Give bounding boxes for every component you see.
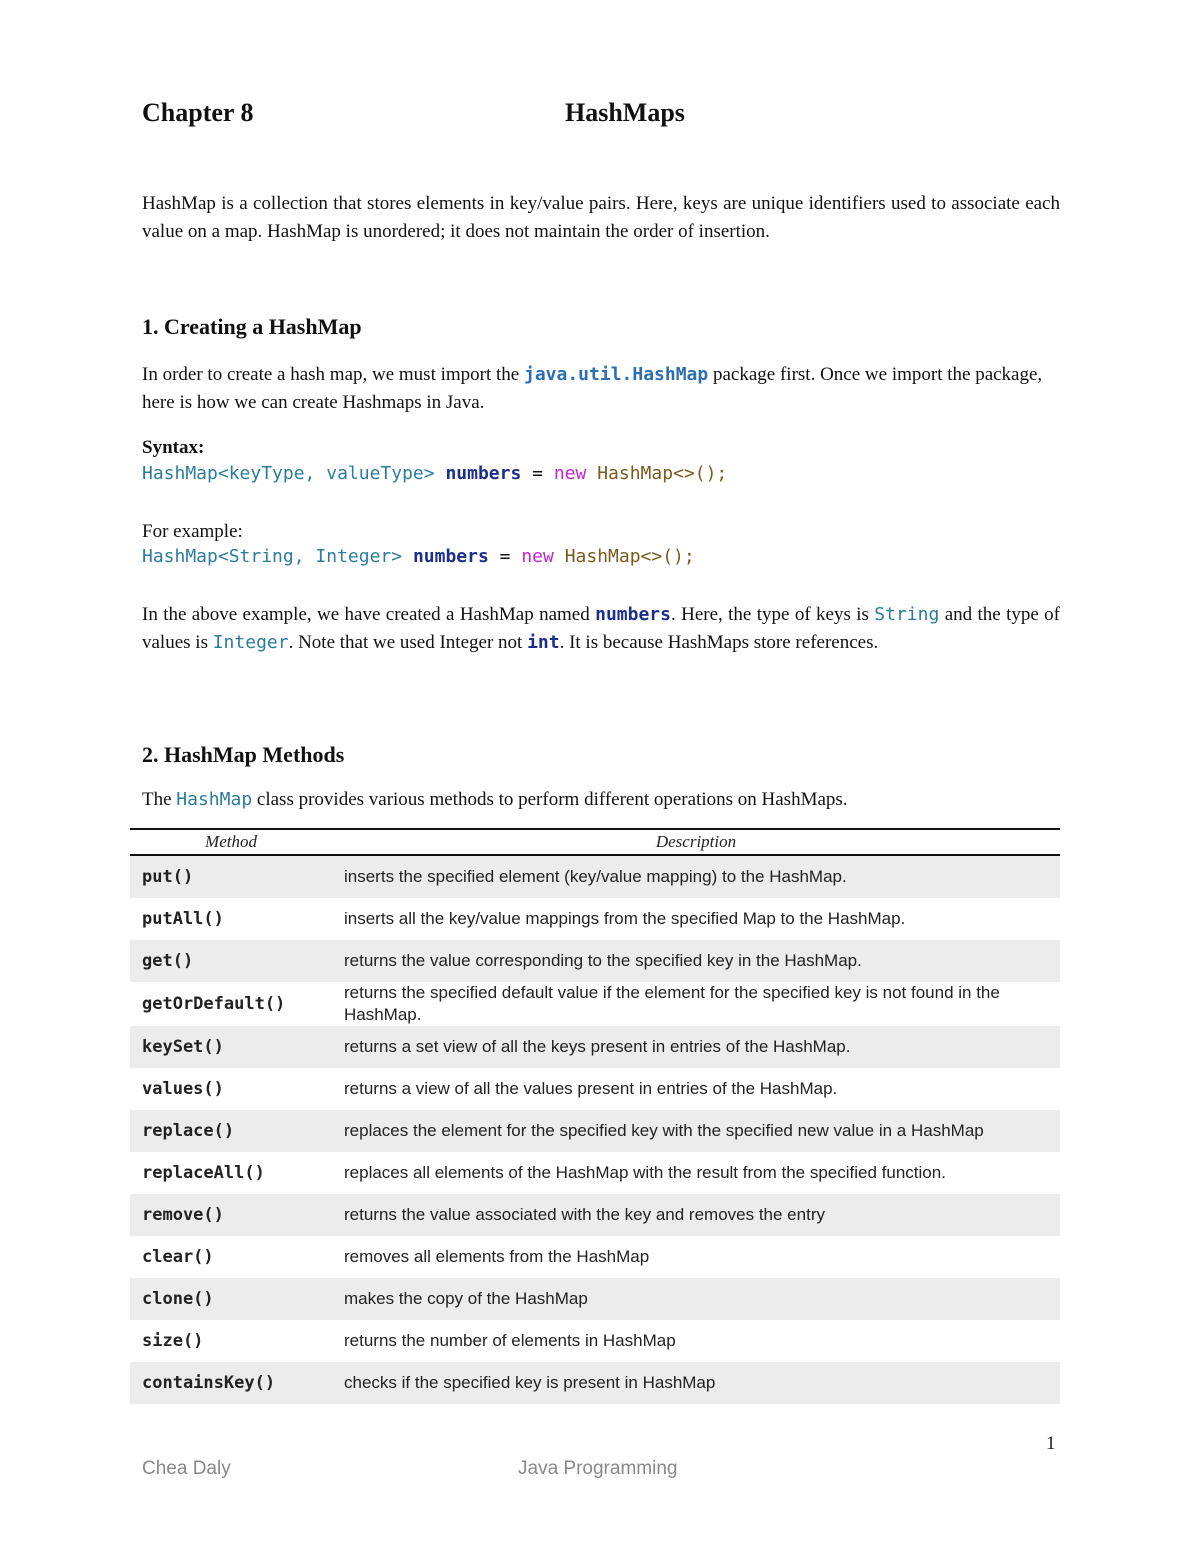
table-header-row bbox=[130, 829, 1060, 855]
method-name: put() bbox=[130, 855, 332, 898]
footer-author: Chea Daly bbox=[142, 1458, 231, 1479]
inline-code-int: int bbox=[527, 632, 560, 653]
method-name: clear() bbox=[142, 1247, 214, 1267]
method-name: replaceAll() bbox=[142, 1163, 265, 1183]
section-2-heading: 2. HashMap Methods bbox=[142, 742, 345, 767]
method-description: inserts the specified element (key/value mapping) to the HashMap. bbox=[332, 855, 1060, 898]
package-name: java.util.HashMap bbox=[524, 364, 709, 385]
method-description: returns the value corresponding to the specified key in the HashMap. bbox=[332, 940, 1060, 982]
table-row bbox=[130, 1194, 1060, 1236]
footer-course: Java Programming bbox=[518, 1458, 678, 1479]
table-row bbox=[130, 1152, 1060, 1194]
method-description: returns the value associated with the key and removes the entry bbox=[332, 1194, 1060, 1236]
page-number: 1 bbox=[1046, 1433, 1056, 1454]
table-row bbox=[130, 1362, 1060, 1404]
method-name: containsKey() bbox=[130, 1362, 332, 1404]
method-name: keySet() bbox=[130, 1026, 332, 1068]
table-row bbox=[130, 1278, 1060, 1320]
method-description: returns the specified default value if the element for the specified key is not found in the HashMap. bbox=[344, 983, 1000, 1024]
chapter-header bbox=[142, 98, 1060, 138]
table-row bbox=[130, 855, 1060, 898]
method-name: values() bbox=[142, 1079, 224, 1099]
section-2-intro: The HashMap class provides various methods to perform different operations on HashMaps. bbox=[142, 789, 848, 810]
method-name: clone() bbox=[130, 1278, 332, 1320]
column-header-description: Description bbox=[332, 829, 1060, 855]
column-header-method: Method bbox=[130, 829, 332, 855]
page-title: HashMaps bbox=[565, 98, 685, 127]
method-name: size() bbox=[142, 1331, 204, 1351]
section-1-paragraph: In order to create a hash map, we must import the java.util.HashMap package first. Once we import the package, here is how we can create Hashmaps in Java. bbox=[142, 364, 1043, 413]
method-name: getOrDefault() bbox=[142, 994, 286, 1014]
intro-paragraph: HashMap is a collection that stores elements in key/value pairs. Here, keys are unique identifiers used to associate each value on a map. HashMap is unordered; it does not maintain the order of insertion. bbox=[142, 193, 1060, 242]
table-row bbox=[130, 898, 1060, 940]
method-description: inserts all the key/value mappings from the specified Map to the HashMap. bbox=[344, 909, 906, 928]
inline-code-integer: Integer bbox=[212, 632, 289, 653]
inline-code-numbers: numbers bbox=[595, 604, 671, 625]
method-description: returns a set view of all the keys present in entries of the HashMap. bbox=[332, 1026, 1060, 1068]
table-row bbox=[130, 1320, 1060, 1362]
table-row bbox=[130, 940, 1060, 982]
method-description: removes all elements from the HashMap bbox=[344, 1247, 650, 1266]
method-name: putAll() bbox=[142, 909, 224, 929]
chapter-label: Chapter 8 bbox=[142, 98, 254, 127]
method-name: remove() bbox=[130, 1194, 332, 1236]
method-name: replace() bbox=[130, 1110, 332, 1152]
explanation-paragraph: In the above example, we have created a HashMap named numbers. Here, the type of keys is String and the type of values is Integer. Note that we used Integer not int. It is because HashMaps store references. bbox=[142, 604, 1061, 653]
table-row bbox=[130, 1026, 1060, 1068]
section-1-heading: 1. Creating a HashMap bbox=[142, 314, 362, 339]
table-row bbox=[130, 982, 1060, 1026]
inline-code-string: String bbox=[874, 604, 940, 625]
syntax-label: Syntax: bbox=[142, 437, 205, 458]
table-row bbox=[130, 1110, 1060, 1152]
inline-code-hashmap: HashMap bbox=[176, 789, 253, 810]
method-description: replaces all elements of the HashMap with the result from the specified function. bbox=[344, 1163, 946, 1182]
method-description: returns a view of all the values present in entries of the HashMap. bbox=[344, 1079, 838, 1098]
method-description: returns the number of elements in HashMap bbox=[344, 1331, 676, 1350]
table-row bbox=[130, 1068, 1060, 1110]
table-row bbox=[130, 1236, 1060, 1278]
method-name: get() bbox=[130, 940, 332, 982]
methods-table bbox=[130, 828, 1060, 1404]
example-code: HashMap<String, Integer> numbers = new HashMap<>(); bbox=[142, 546, 695, 567]
method-description: checks if the specified key is present in HashMap bbox=[332, 1362, 1060, 1404]
syntax-code: HashMap<keyType, valueType> numbers = new HashMap<>(); bbox=[142, 463, 728, 484]
example-label: For example: bbox=[142, 521, 243, 542]
method-description: replaces the element for the specified key with the specified new value in a HashMap bbox=[332, 1110, 1060, 1152]
method-description: makes the copy of the HashMap bbox=[332, 1278, 1060, 1320]
